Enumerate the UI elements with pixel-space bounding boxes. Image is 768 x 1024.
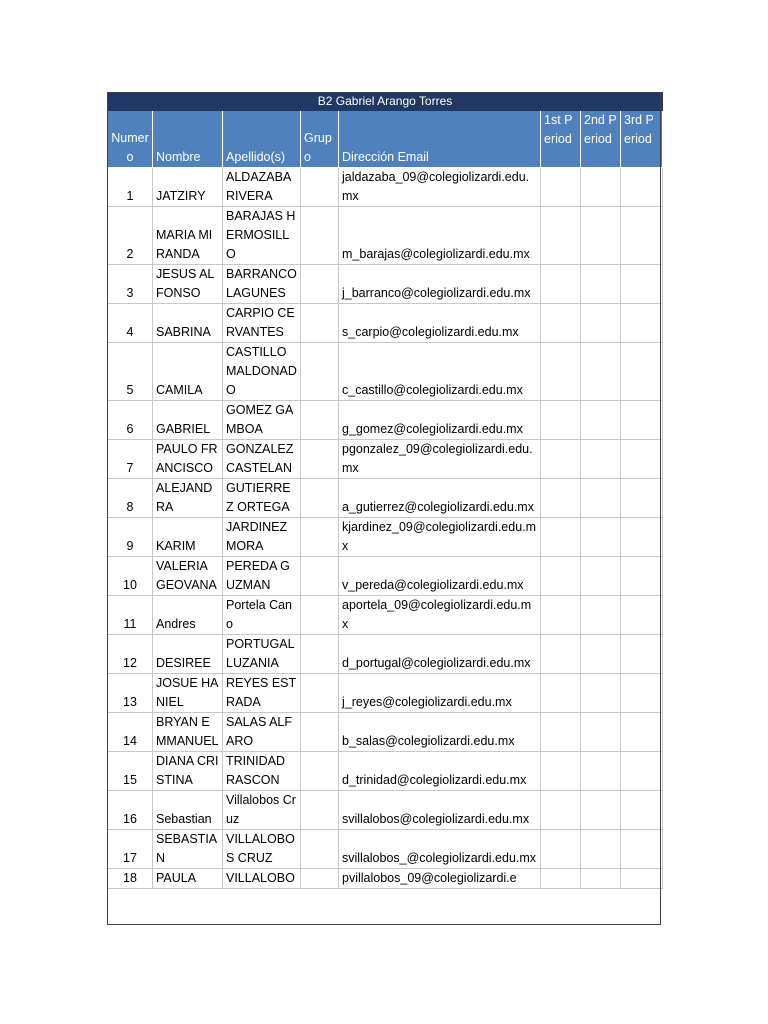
cell-email[interactable]: v_pereda@colegiolizardi.edu.mx bbox=[339, 557, 541, 596]
cell-period-1[interactable] bbox=[541, 713, 581, 752]
cell-period-2[interactable] bbox=[581, 304, 621, 343]
cell-period-2[interactable] bbox=[581, 265, 621, 304]
cell-period-2[interactable] bbox=[581, 440, 621, 479]
cell-period-1[interactable] bbox=[541, 791, 581, 830]
cell-period-3[interactable] bbox=[621, 713, 663, 752]
table-row bbox=[108, 791, 663, 830]
header-row bbox=[108, 111, 663, 168]
cell-email[interactable]: b_salas@colegiolizardi.edu.mx bbox=[339, 713, 541, 752]
cell-nombre[interactable]: Sebastian bbox=[153, 791, 223, 830]
cell-period-3[interactable] bbox=[621, 791, 663, 830]
cell-numero[interactable]: 13 bbox=[108, 674, 153, 713]
cell-email[interactable]: c_castillo@colegiolizardi.edu.mx bbox=[339, 343, 541, 401]
cell-nombre[interactable]: JESUS ALFONSO bbox=[153, 265, 223, 304]
cell-numero[interactable]: 18 bbox=[108, 869, 153, 889]
cell-period-3[interactable] bbox=[621, 168, 663, 207]
cell-numero[interactable]: 12 bbox=[108, 635, 153, 674]
cell-period-2[interactable] bbox=[581, 752, 621, 791]
table-row bbox=[108, 304, 663, 343]
cell-grupo[interactable] bbox=[301, 207, 339, 265]
cell-nombre[interactable]: BRYAN EMMANUEL bbox=[153, 713, 223, 752]
cell-period-1[interactable] bbox=[541, 674, 581, 713]
cell-grupo[interactable] bbox=[301, 557, 339, 596]
cell-period-3[interactable] bbox=[621, 635, 663, 674]
cell-apellidos[interactable]: BARRANCO LAGUNES bbox=[223, 265, 301, 304]
cell-apellidos[interactable]: TRINIDAD RASCON bbox=[223, 752, 301, 791]
cell-period-2[interactable] bbox=[581, 713, 621, 752]
cell-grupo[interactable] bbox=[301, 168, 339, 207]
table-row bbox=[108, 518, 663, 557]
cell-apellidos[interactable]: CASTILLO MALDONADO bbox=[223, 343, 301, 401]
cell-period-2[interactable] bbox=[581, 791, 621, 830]
cell-email[interactable]: g_gomez@colegiolizardi.edu.mx bbox=[339, 401, 541, 440]
cell-numero[interactable]: 4 bbox=[108, 304, 153, 343]
table-row bbox=[108, 479, 663, 518]
cell-period-3[interactable] bbox=[621, 343, 663, 401]
cell-period-3[interactable] bbox=[621, 401, 663, 440]
cell-apellidos[interactable]: JARDINEZ MORA bbox=[223, 518, 301, 557]
cell-grupo[interactable] bbox=[301, 869, 339, 889]
cell-period-3[interactable] bbox=[621, 479, 663, 518]
cell-grupo[interactable] bbox=[301, 752, 339, 791]
cell-period-1[interactable] bbox=[541, 168, 581, 207]
table-row bbox=[108, 440, 663, 479]
cell-nombre[interactable]: KARIM bbox=[153, 518, 223, 557]
header-period-3[interactable]: 3rd Period bbox=[621, 111, 663, 168]
cell-grupo[interactable] bbox=[301, 479, 339, 518]
cell-email[interactable]: kjardinez_09@colegiolizardi.edu.mx bbox=[339, 518, 541, 557]
cell-nombre[interactable]: DIANA CRISTINA bbox=[153, 752, 223, 791]
cell-email[interactable]: d_portugal@colegiolizardi.edu.mx bbox=[339, 635, 541, 674]
cell-period-1[interactable] bbox=[541, 830, 581, 869]
cell-email[interactable]: aportela_09@colegiolizardi.edu.mx bbox=[339, 596, 541, 635]
cell-nombre[interactable]: MARIA MIRANDA bbox=[153, 207, 223, 265]
cell-period-1[interactable] bbox=[541, 869, 581, 889]
table-row bbox=[108, 265, 663, 304]
header-grupo[interactable]: Grupo bbox=[301, 111, 339, 168]
cell-period-2[interactable] bbox=[581, 343, 621, 401]
cell-grupo[interactable] bbox=[301, 518, 339, 557]
cell-period-2[interactable] bbox=[581, 401, 621, 440]
table-row bbox=[108, 635, 663, 674]
table-row bbox=[108, 557, 663, 596]
cell-nombre[interactable]: JATZIRY bbox=[153, 168, 223, 207]
cell-email[interactable]: j_barranco@colegiolizardi.edu.mx bbox=[339, 265, 541, 304]
cell-apellidos[interactable]: GONZALEZ CASTELAN bbox=[223, 440, 301, 479]
cell-nombre[interactable]: ALEJANDRA bbox=[153, 479, 223, 518]
cell-email[interactable]: pvillalobos_09@colegiolizardi.e bbox=[339, 869, 541, 889]
table-row bbox=[108, 830, 663, 869]
cell-period-2[interactable] bbox=[581, 557, 621, 596]
table-row bbox=[108, 401, 663, 440]
student-table bbox=[107, 92, 663, 889]
header-numero[interactable]: Numero bbox=[108, 111, 153, 168]
cell-grupo[interactable] bbox=[301, 596, 339, 635]
table-row bbox=[108, 869, 663, 889]
cell-nombre[interactable]: CAMILA bbox=[153, 343, 223, 401]
cell-grupo[interactable] bbox=[301, 791, 339, 830]
cell-grupo[interactable] bbox=[301, 343, 339, 401]
cell-period-3[interactable] bbox=[621, 304, 663, 343]
cell-period-3[interactable] bbox=[621, 752, 663, 791]
cell-period-3[interactable] bbox=[621, 674, 663, 713]
cell-period-2[interactable] bbox=[581, 674, 621, 713]
cell-period-1[interactable] bbox=[541, 265, 581, 304]
cell-period-2[interactable] bbox=[581, 518, 621, 557]
cell-apellidos[interactable]: VILLALOBO bbox=[223, 869, 301, 889]
title-row bbox=[108, 93, 663, 111]
cell-numero[interactable]: 11 bbox=[108, 596, 153, 635]
cell-period-3[interactable] bbox=[621, 596, 663, 635]
cell-email[interactable]: m_barajas@colegiolizardi.edu.mx bbox=[339, 207, 541, 265]
cell-grupo[interactable] bbox=[301, 830, 339, 869]
cell-nombre[interactable]: DESIREE bbox=[153, 635, 223, 674]
cell-numero[interactable]: 17 bbox=[108, 830, 153, 869]
header-nombre[interactable]: Nombre bbox=[153, 111, 223, 168]
cell-apellidos[interactable]: GUTIERREZ ORTEGA bbox=[223, 479, 301, 518]
cell-period-3[interactable] bbox=[621, 557, 663, 596]
cell-period-1[interactable] bbox=[541, 518, 581, 557]
cell-apellidos[interactable]: ALDAZABA RIVERA bbox=[223, 168, 301, 207]
cell-period-1[interactable] bbox=[541, 479, 581, 518]
cell-email[interactable]: jaldazaba_09@colegiolizardi.edu.mx bbox=[339, 168, 541, 207]
cell-period-3[interactable] bbox=[621, 440, 663, 479]
cell-period-1[interactable] bbox=[541, 596, 581, 635]
table-row bbox=[108, 596, 663, 635]
table-row bbox=[108, 713, 663, 752]
table-row bbox=[108, 168, 663, 207]
cell-period-1[interactable] bbox=[541, 304, 581, 343]
cell-grupo[interactable] bbox=[301, 635, 339, 674]
table-row bbox=[108, 674, 663, 713]
table-row bbox=[108, 207, 663, 265]
cell-numero[interactable]: 2 bbox=[108, 207, 153, 265]
cell-numero[interactable]: 16 bbox=[108, 791, 153, 830]
cell-apellidos[interactable]: PORTUGAL LUZANIA bbox=[223, 635, 301, 674]
cell-numero[interactable]: 6 bbox=[108, 401, 153, 440]
table-row bbox=[108, 752, 663, 791]
cell-apellidos[interactable]: PEREDA GUZMAN bbox=[223, 557, 301, 596]
cell-period-1[interactable] bbox=[541, 207, 581, 265]
cell-grupo[interactable] bbox=[301, 440, 339, 479]
cell-nombre[interactable]: SEBASTIAN bbox=[153, 830, 223, 869]
sheet-title[interactable]: B2 Gabriel Arango Torres bbox=[108, 93, 663, 111]
cell-nombre[interactable]: JOSUE HANIEL bbox=[153, 674, 223, 713]
cell-nombre[interactable]: SABRINA bbox=[153, 304, 223, 343]
cell-period-3[interactable] bbox=[621, 869, 663, 889]
cell-period-2[interactable] bbox=[581, 830, 621, 869]
cell-period-1[interactable] bbox=[541, 401, 581, 440]
cell-nombre[interactable]: PAULA bbox=[153, 869, 223, 889]
cell-grupo[interactable] bbox=[301, 265, 339, 304]
cell-period-1[interactable] bbox=[541, 343, 581, 401]
cell-grupo[interactable] bbox=[301, 401, 339, 440]
cell-nombre[interactable]: GABRIEL bbox=[153, 401, 223, 440]
cell-nombre[interactable]: Andres bbox=[153, 596, 223, 635]
cell-numero[interactable]: 9 bbox=[108, 518, 153, 557]
table-row bbox=[108, 343, 663, 401]
cell-period-3[interactable] bbox=[621, 265, 663, 304]
header-period-1[interactable]: 1st Period bbox=[541, 111, 581, 168]
cell-email[interactable]: a_gutierrez@colegiolizardi.edu.mx bbox=[339, 479, 541, 518]
cell-numero[interactable]: 10 bbox=[108, 557, 153, 596]
cell-period-3[interactable] bbox=[621, 207, 663, 265]
cell-period-1[interactable] bbox=[541, 752, 581, 791]
cell-email[interactable]: d_trinidad@colegiolizardi.edu.mx bbox=[339, 752, 541, 791]
cell-numero[interactable]: 3 bbox=[108, 265, 153, 304]
cell-email[interactable]: s_carpio@colegiolizardi.edu.mx bbox=[339, 304, 541, 343]
cell-period-1[interactable] bbox=[541, 440, 581, 479]
cell-grupo[interactable] bbox=[301, 304, 339, 343]
cell-grupo[interactable] bbox=[301, 674, 339, 713]
cell-period-2[interactable] bbox=[581, 596, 621, 635]
cell-numero[interactable]: 14 bbox=[108, 713, 153, 752]
cell-email[interactable]: j_reyes@colegiolizardi.edu.mx bbox=[339, 674, 541, 713]
cell-apellidos[interactable]: CARPIO CERVANTES bbox=[223, 304, 301, 343]
cell-nombre[interactable]: PAULO FRANCISCO bbox=[153, 440, 223, 479]
cell-numero[interactable]: 7 bbox=[108, 440, 153, 479]
cell-period-1[interactable] bbox=[541, 635, 581, 674]
header-period-2[interactable]: 2nd Period bbox=[581, 111, 621, 168]
header-email[interactable]: Dirección Email bbox=[339, 111, 541, 168]
cell-apellidos[interactable]: GOMEZ GAMBOA bbox=[223, 401, 301, 440]
cell-apellidos[interactable]: BARAJAS HERMOSILLO bbox=[223, 207, 301, 265]
cell-period-1[interactable] bbox=[541, 557, 581, 596]
cell-apellidos[interactable]: Portela Cano bbox=[223, 596, 301, 635]
cell-apellidos[interactable]: VILLALOBOS CRUZ bbox=[223, 830, 301, 869]
cell-apellidos[interactable]: SALAS ALFARO bbox=[223, 713, 301, 752]
cell-period-2[interactable] bbox=[581, 207, 621, 265]
cell-email[interactable]: svillalobos_@colegiolizardi.edu.mx bbox=[339, 830, 541, 869]
cell-period-2[interactable] bbox=[581, 479, 621, 518]
cell-period-3[interactable] bbox=[621, 830, 663, 869]
cell-grupo[interactable] bbox=[301, 713, 339, 752]
cell-email[interactable]: pgonzalez_09@colegiolizardi.edu.mx bbox=[339, 440, 541, 479]
cell-nombre[interactable]: VALERIA GEOVANA bbox=[153, 557, 223, 596]
cell-numero[interactable]: 5 bbox=[108, 343, 153, 401]
cell-period-3[interactable] bbox=[621, 518, 663, 557]
cell-period-2[interactable] bbox=[581, 635, 621, 674]
cell-period-2[interactable] bbox=[581, 869, 621, 889]
cell-numero[interactable]: 1 bbox=[108, 168, 153, 207]
cell-numero[interactable]: 8 bbox=[108, 479, 153, 518]
cell-apellidos[interactable]: REYES ESTRADA bbox=[223, 674, 301, 713]
cell-numero[interactable]: 15 bbox=[108, 752, 153, 791]
cell-period-2[interactable] bbox=[581, 168, 621, 207]
cell-apellidos[interactable]: Villalobos Cruz bbox=[223, 791, 301, 830]
cell-email[interactable]: svillalobos@colegiolizardi.edu.mx bbox=[339, 791, 541, 830]
header-apellidos[interactable]: Apellido(s) bbox=[223, 111, 301, 168]
